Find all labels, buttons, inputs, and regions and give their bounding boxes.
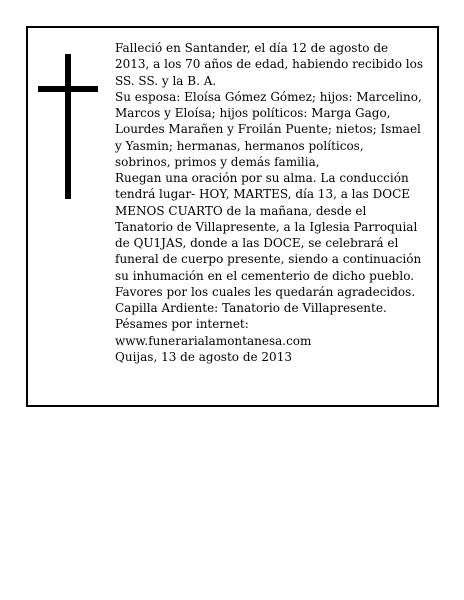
family-list: Su esposa: Eloísa Gómez Gómez; hijos: Marcelino, Marcos y Eloísa; hijos políticos: Marga Gago, Lourdes Marañen y Froilán Puente; nietos; Ismael y Yasmin; hermanas, hermanos políticos, sobrinos, primos y demás familia,: [115, 89, 422, 169]
death-announcement: Falleció en Santander, el día 12 de agosto de 2013, a los 70 años de edad, habiendo recibido los SS. SS. y la B. A.: [115, 41, 423, 88]
obituary-notice: [26, 26, 439, 407]
funeral-details: Ruegan una oración por su alma. La conducción tendrá lugar- HOY, MARTES, día 13, a las DOCE MENOS CUARTO de la mañana, desde el Tanatorio de Villapresente, a la Iglesia Parroquial de QU1JAS, donde a las DOCE, se celebrará el funeral de cuerpo presente, siendo a continuación su inhumación en el cementerio de dicho pueblo. Favores por los cuales les quedarán agradecidos. Capilla Ardiente: Tanatorio de Villapresente.: [115, 171, 422, 315]
condolences-website: Pésames por internet: www.funerarialamontanesa.com: [115, 317, 312, 348]
place-and-date: Quijas, 13 de agosto de 2013: [115, 349, 292, 364]
cross-horizontal-bar: [38, 86, 98, 92]
cross-icon: [38, 54, 98, 199]
notice-text: [115, 40, 423, 365]
cross-vertical-bar: [65, 54, 71, 199]
